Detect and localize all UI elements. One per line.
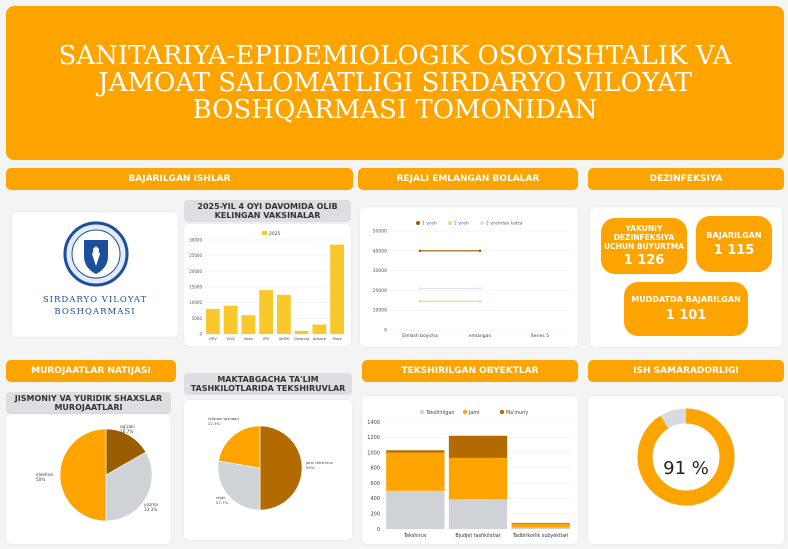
y-tick-label: 20000	[372, 288, 387, 294]
murojaat-card-title: JISMONIY VA YURIDIK SHAXSLAR MUROJAATLARI	[14, 394, 163, 412]
data-point	[419, 300, 422, 303]
legend-label: Tekshirilgan	[426, 410, 455, 416]
data-point	[479, 300, 482, 303]
bar	[224, 306, 238, 334]
murojaat-card-header	[6, 392, 171, 414]
maktab-pie-chart	[184, 400, 352, 540]
y-tick-label: 600	[370, 480, 380, 487]
muddatda-label: MUDDATDA BAJARILGAN	[631, 295, 741, 304]
emblem-icon	[62, 220, 130, 288]
pie-slice	[260, 426, 302, 510]
x-tick-label: Tadbirkorlik subyektlari	[512, 534, 569, 539]
stack-segment	[449, 458, 507, 499]
logo-line1: SIRDARYO VILOYAT	[42, 295, 148, 305]
bajarilgan-label: BAJARILGAN	[706, 230, 762, 240]
stack-segment	[386, 450, 444, 452]
section-header-label: ISH SAMARADORLIGI	[633, 366, 739, 376]
x-tick-label: Bjudjet tashkilotlar	[455, 534, 501, 539]
stack-segment	[386, 491, 444, 529]
emlangan-chart-card	[360, 207, 578, 347]
samaradorlik-value: 91 %	[663, 458, 709, 479]
yakuniy-value: 1 126	[623, 253, 665, 268]
y-tick-label: 5000	[191, 315, 202, 321]
slice-pct: 22.3%	[208, 421, 221, 426]
x-tick-label: VGV	[226, 336, 235, 341]
legend-label: 2 yosh	[454, 221, 469, 227]
stack-segment	[449, 499, 507, 529]
section-header-label: REJALI EMLANGAN BOLALAR	[396, 174, 540, 184]
legend-swatch	[262, 231, 267, 235]
x-tick-label: OPV	[208, 336, 217, 341]
slice-pct: 50%	[306, 465, 315, 470]
data-point	[479, 287, 482, 290]
bar	[206, 309, 220, 334]
legend-marker	[480, 221, 484, 225]
title-banner	[6, 6, 784, 160]
y-tick-label: 30000	[372, 269, 387, 275]
legend-label: 1 yosh	[422, 221, 437, 227]
yakuniy-badge	[601, 218, 687, 274]
stack-segment	[512, 523, 570, 524]
y-tick-label: 25000	[189, 253, 202, 259]
y-tick-label: 20000	[189, 268, 202, 274]
y-tick-label: 1000	[367, 450, 380, 457]
section-header-label: DEZINFEKSIYA	[649, 174, 723, 184]
section-header-tekshirilgan	[362, 360, 578, 382]
y-tick-label: 1200	[367, 435, 380, 442]
bar	[330, 245, 344, 334]
vaccine-card-header	[184, 200, 351, 222]
section-header-bajarilgan	[6, 168, 353, 190]
bar	[312, 325, 326, 334]
yakuniy-label: YAKUNIY DEZINFEKSIYA UCHUN BUYURTMA	[604, 224, 684, 251]
maktab-card-title: MAKTABGACHA TA'LIM TASHKILOTLARIDA TEKSHIRUVLAR	[190, 375, 346, 393]
maktab-card-header	[184, 373, 352, 395]
logo-line2: BOSHQARMASI	[54, 307, 136, 317]
x-tick-label: Rota	[244, 336, 253, 341]
legend-marker	[500, 410, 504, 414]
section-header-label: MUROJAATLAR NATIJASI	[31, 366, 151, 376]
slice-pct: 33.3%	[144, 507, 158, 512]
x-tick-label: Emlash boyicha	[402, 334, 438, 339]
maktab-chart-card	[184, 400, 352, 540]
slice-label: rejadan tashqari	[208, 416, 240, 421]
slice-label: rejali	[216, 495, 226, 500]
muddatda-badge	[624, 282, 748, 336]
slice-pct: 50%	[36, 477, 46, 482]
y-tick-label: 0	[199, 331, 202, 337]
x-tick-label: emlangan	[468, 334, 492, 339]
emlangan-line-chart	[360, 207, 578, 347]
y-tick-label: 0	[384, 328, 387, 334]
x-tick-label: Tekshiruv	[404, 534, 427, 539]
x-tick-label: Pnev	[332, 336, 342, 341]
section-header-label: TEKSHIRILGAN OBYEKTLAR	[401, 366, 539, 376]
section-header-dezinfeksiya	[588, 168, 784, 190]
tekshirilgan-stacked-chart	[362, 396, 578, 544]
legend-marker	[416, 221, 420, 225]
legend-marker	[448, 221, 452, 225]
y-tick-label: 800	[370, 465, 380, 472]
legend-marker	[420, 410, 424, 414]
data-point	[479, 250, 482, 253]
bar	[277, 295, 291, 334]
y-tick-label: 0	[376, 526, 380, 533]
y-tick-label: 10000	[372, 308, 387, 314]
y-tick-label: 50000	[372, 229, 387, 235]
tekshirilgan-chart-card	[362, 396, 578, 544]
section-header-label: BAJARILGAN ISHLAR	[128, 174, 231, 184]
y-tick-label: 200	[370, 511, 380, 518]
legend-marker	[463, 410, 467, 414]
dezinfeksiya-card	[590, 207, 782, 347]
slice-label: jami tekshiruv	[306, 460, 334, 465]
murojaat-chart-card	[6, 414, 171, 544]
legend-label: 2 yoshdan katta	[486, 221, 523, 227]
y-tick-label: 15000	[189, 284, 202, 290]
slice-pct: 16.7%	[120, 429, 134, 434]
x-tick-label: Qizamiq	[293, 336, 310, 341]
section-header-samaradorligi	[588, 360, 784, 382]
y-tick-label: 40000	[372, 249, 387, 255]
murojaat-pie-chart	[6, 414, 171, 544]
stack-segment	[512, 527, 570, 529]
bajarilgan-badge	[696, 216, 772, 272]
slice-label: og'zaki	[120, 424, 135, 429]
stack-segment	[512, 524, 570, 528]
slice-label: yozma	[144, 502, 158, 507]
x-tick-label: Adsorb	[312, 336, 326, 341]
legend-label: Jami	[469, 410, 480, 416]
y-tick-label: 30000	[189, 237, 202, 243]
slice-pct: 27.7%	[216, 500, 229, 505]
section-header-rejali	[358, 168, 578, 190]
x-tick-label: IPV	[263, 336, 270, 341]
bajarilgan-value: 1 115	[713, 242, 755, 258]
logo-card	[12, 212, 178, 337]
slice-label: elektron	[36, 472, 54, 477]
page-title: SANITARIYA-EPIDEMIOLOGIK OSOYISHTALIK VA JAMOAT SALOMATLIGI SIRDARYO VILOYAT BOSHQARMASI TOMONIDAN	[58, 40, 732, 125]
bar	[295, 331, 309, 334]
bar	[241, 315, 255, 334]
donut-value-arc	[645, 416, 727, 498]
y-tick-label: 400	[370, 496, 380, 503]
vaccine-card-title: 2025-YIL 4 OYI DAVOMIDA OLIB KELINGAN VAKSINALAR	[197, 202, 338, 220]
stack-segment	[449, 436, 507, 458]
y-tick-label: 10000	[189, 300, 202, 306]
x-tick-label: AKDS	[278, 336, 290, 341]
section-header-murojaatlar	[6, 360, 176, 382]
stack-segment	[386, 453, 444, 491]
data-point	[419, 287, 422, 290]
legend-label: 2025	[269, 232, 281, 237]
bar	[259, 290, 273, 334]
vaccine-chart-card	[184, 224, 351, 346]
y-tick-label: 1400	[367, 419, 380, 426]
legend-label: Ma'muriy	[506, 410, 529, 416]
vaccine-bar-chart	[184, 224, 351, 346]
muddatda-value: 1 101	[665, 308, 707, 323]
pie-slice	[219, 426, 260, 468]
pie-slice	[60, 429, 106, 521]
x-tick-label: Series 5	[530, 334, 550, 339]
data-point	[419, 250, 422, 253]
samaradorlik-card	[588, 396, 784, 544]
